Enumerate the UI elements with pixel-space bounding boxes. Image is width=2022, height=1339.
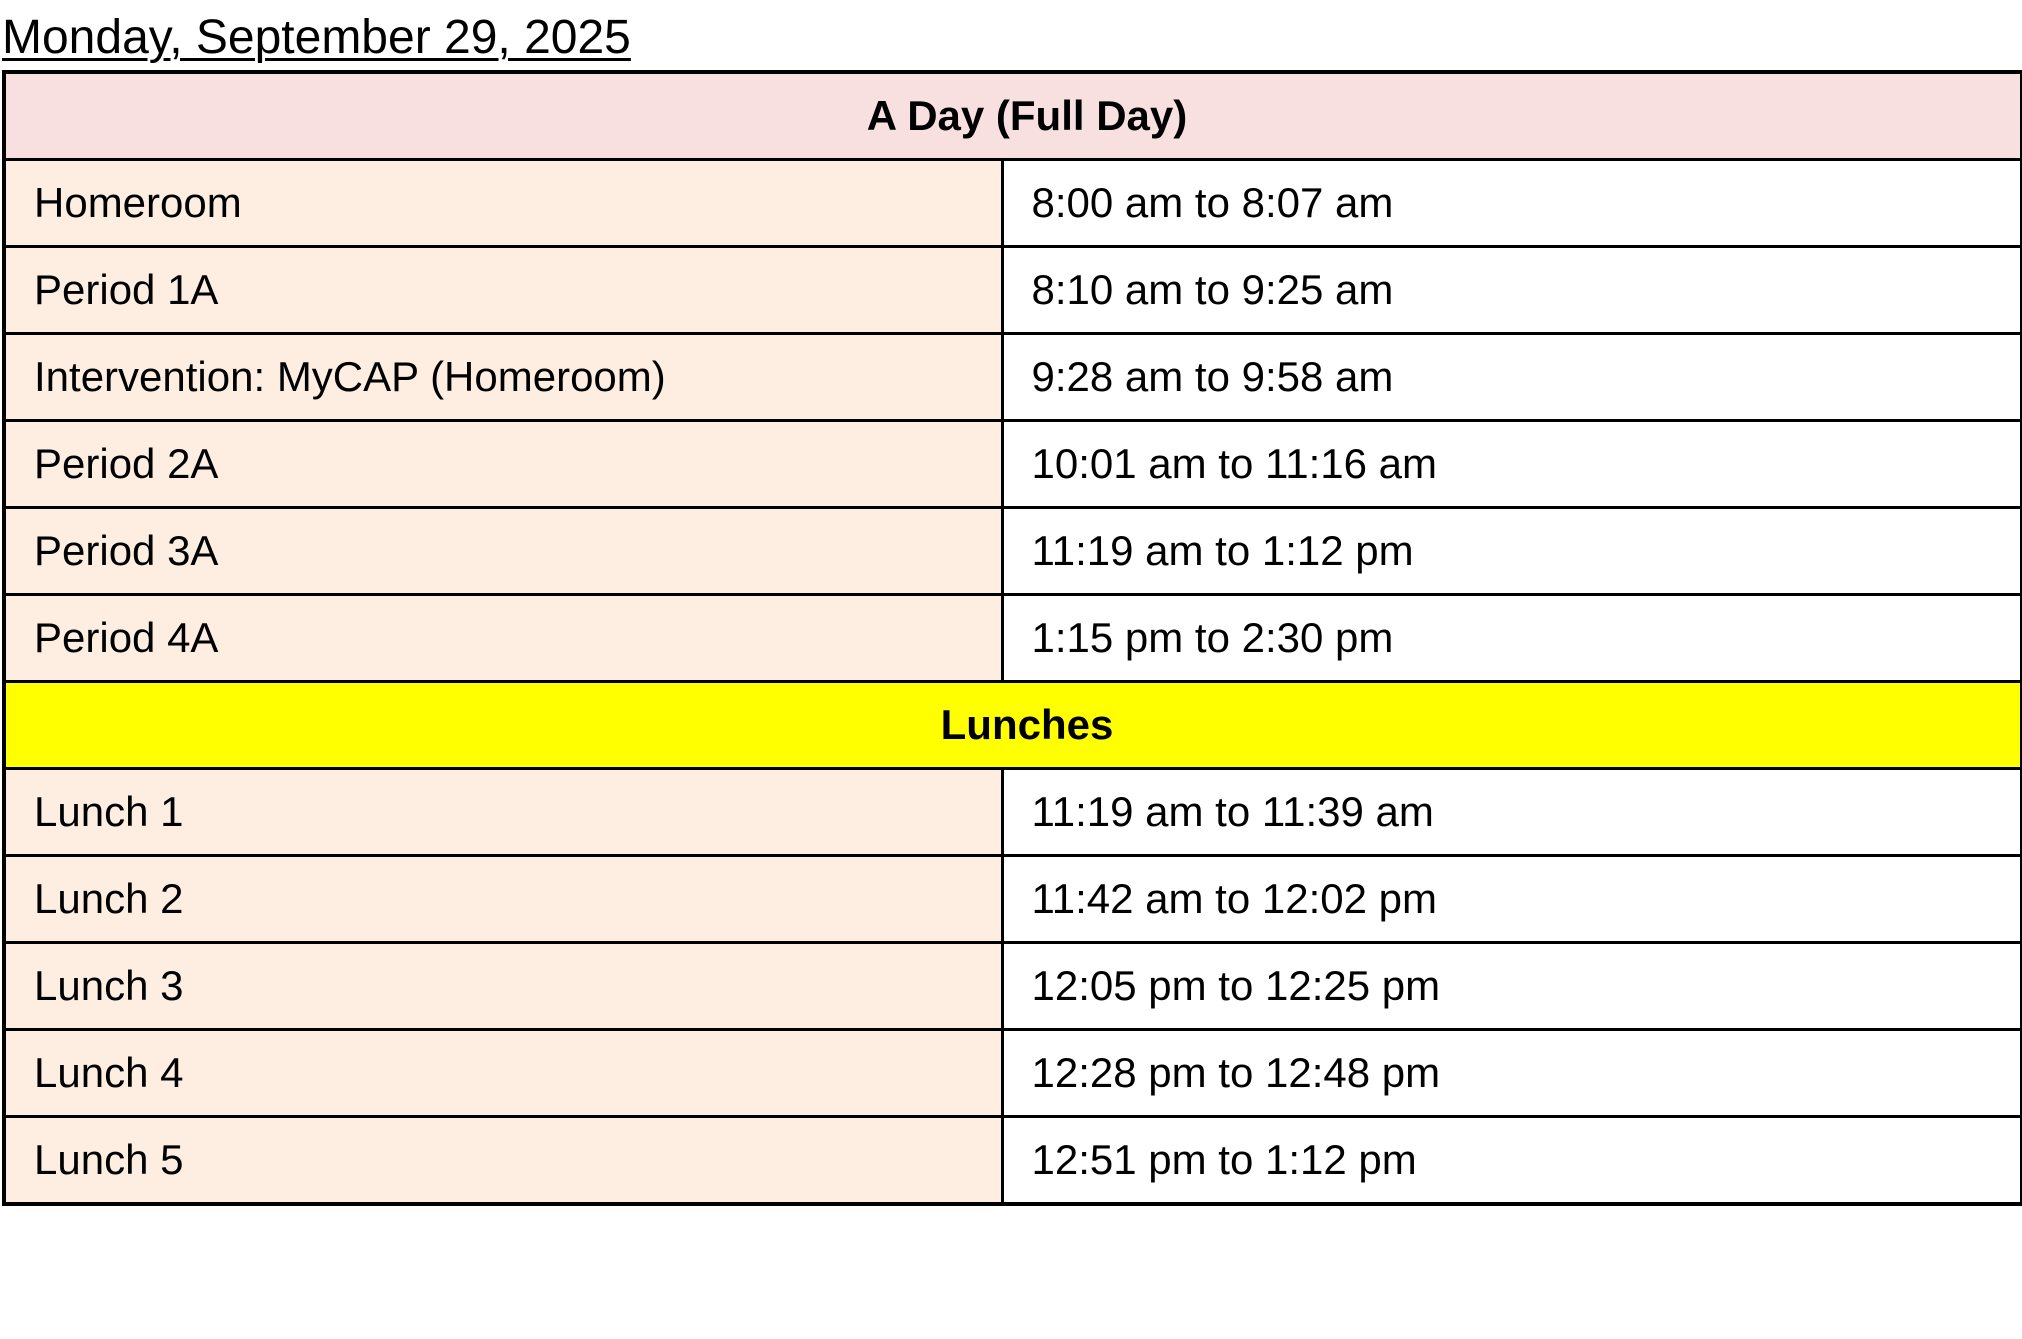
day-header-row	[4, 72, 2022, 160]
lunch-row	[4, 1117, 2022, 1205]
period-time: 8:00 am to 8:07 am	[1002, 160, 2022, 247]
lunch-name: Lunch 4	[4, 1030, 1002, 1117]
lunch-time: 12:51 pm to 1:12 pm	[1002, 1117, 2022, 1205]
period-row	[4, 334, 2022, 421]
period-time: 9:28 am to 9:58 am	[1002, 334, 2022, 421]
period-name: Intervention: MyCAP (Homeroom)	[4, 334, 1002, 421]
period-time: 1:15 pm to 2:30 pm	[1002, 595, 2022, 682]
lunch-time: 12:05 pm to 12:25 pm	[1002, 943, 2022, 1030]
period-row	[4, 160, 2022, 247]
lunch-row	[4, 769, 2022, 856]
day-type-title: A Day (Full Day)	[4, 72, 2022, 160]
lunch-row	[4, 943, 2022, 1030]
period-name: Homeroom	[4, 160, 1002, 247]
period-name: Period 2A	[4, 421, 1002, 508]
lunch-time: 11:19 am to 11:39 am	[1002, 769, 2022, 856]
lunch-time: 11:42 am to 12:02 pm	[1002, 856, 2022, 943]
lunch-name: Lunch 1	[4, 769, 1002, 856]
schedule-date: Monday, September 29, 2025	[2, 11, 631, 64]
period-time: 11:19 am to 1:12 pm	[1002, 508, 2022, 595]
period-row	[4, 508, 2022, 595]
period-name: Period 1A	[4, 247, 1002, 334]
lunch-time: 12:28 pm to 12:48 pm	[1002, 1030, 2022, 1117]
bell-schedule-table	[2, 70, 2022, 1206]
lunch-row	[4, 1030, 2022, 1117]
lunches-title: Lunches	[4, 682, 2022, 769]
period-row	[4, 247, 2022, 334]
lunch-header-row	[4, 682, 2022, 769]
period-name: Period 4A	[4, 595, 1002, 682]
period-row	[4, 421, 2022, 508]
lunch-name: Lunch 2	[4, 856, 1002, 943]
period-time: 10:01 am to 11:16 am	[1002, 421, 2022, 508]
period-time: 8:10 am to 9:25 am	[1002, 247, 2022, 334]
period-row	[4, 595, 2022, 682]
lunch-name: Lunch 3	[4, 943, 1002, 1030]
period-name: Period 3A	[4, 508, 1002, 595]
lunch-name: Lunch 5	[4, 1117, 1002, 1205]
lunch-row	[4, 856, 2022, 943]
